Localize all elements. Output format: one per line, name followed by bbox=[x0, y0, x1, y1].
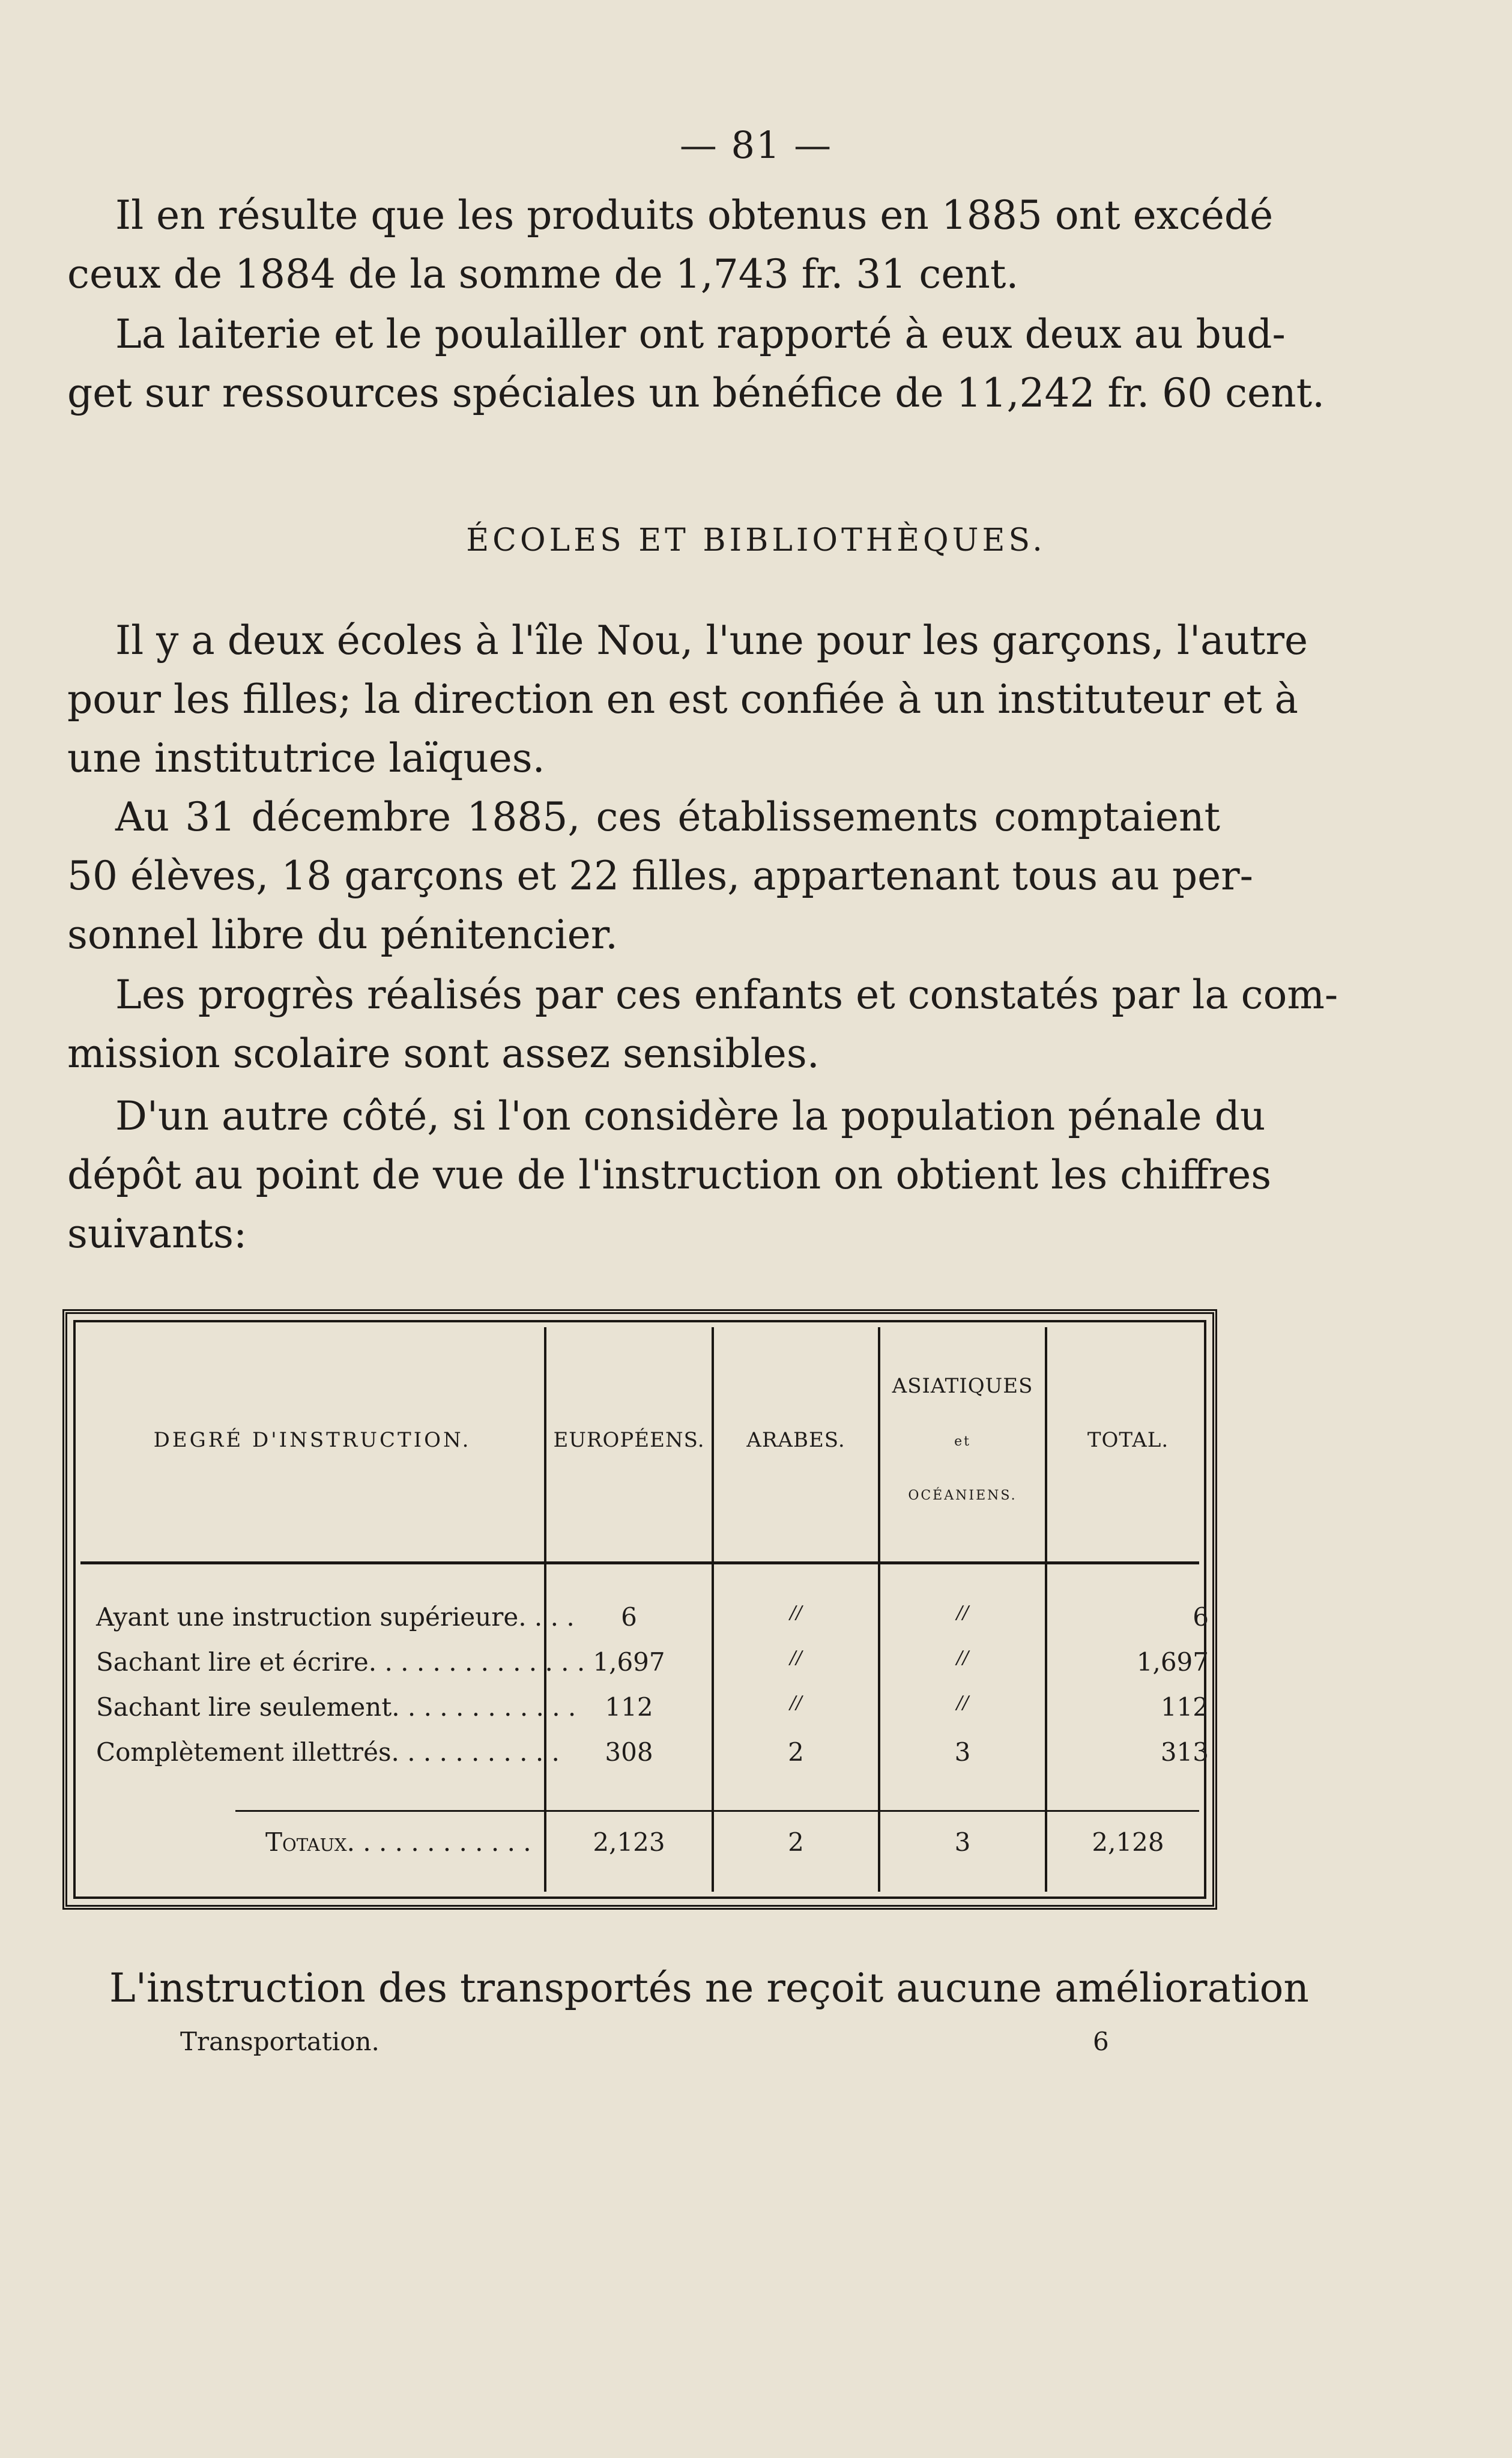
paragraph-produits bbox=[67, 186, 1274, 304]
text-line: ceux de 1884 de la somme de 1,743 fr. 31 cent. bbox=[67, 251, 1019, 297]
header-oceaniens: OCÉANIENS. bbox=[908, 1488, 1017, 1503]
text-line: Il en résulte que les produits obtenus en 1885 ont excédé bbox=[115, 192, 1274, 238]
text-line: 50 élèves, 18 garçons et 22 filles, appartenant tous au per- bbox=[67, 853, 1253, 899]
totals-arabes: 2 bbox=[788, 1827, 804, 1857]
totals-total: 2,128 bbox=[1092, 1827, 1164, 1857]
text-line: Au 31 décembre 1885, ces établissements comptaient bbox=[115, 794, 1220, 840]
header-total: TOTAL. bbox=[1087, 1428, 1169, 1452]
row-label: Complètement illettrés. . . . . . . . . . . bbox=[96, 1737, 560, 1767]
header-divider bbox=[80, 1561, 1199, 1564]
footer-signature: Transportation. bbox=[180, 2027, 380, 2056]
text-line: dépôt au point de vue de l'instruction on obtient les chiffres bbox=[67, 1152, 1272, 1198]
cell-arabes: 2 bbox=[788, 1737, 804, 1767]
header-europeens: EUROPÉENS. bbox=[553, 1428, 705, 1452]
cell-asiatiques: 3 bbox=[954, 1737, 971, 1767]
row-label: Sachant lire seulement. . . . . . . . . . . . bbox=[96, 1692, 576, 1722]
cell-asiatiques: // bbox=[956, 1602, 969, 1623]
paragraph-ecoles bbox=[67, 611, 1308, 788]
text-line: mission scolaire sont assez sensibles. bbox=[67, 1031, 820, 1077]
paragraph-eleves bbox=[67, 788, 1253, 964]
header-asiatiques: ASIATIQUES bbox=[892, 1374, 1033, 1398]
totals-europeens: 2,123 bbox=[593, 1827, 665, 1857]
text-line: Il y a deux écoles à l'île Nou, l'une pour les garçons, l'autre bbox=[115, 617, 1308, 664]
cell-asiatiques: // bbox=[956, 1692, 969, 1713]
cell-total: 313 bbox=[1160, 1737, 1209, 1767]
cell-europeens: 308 bbox=[605, 1737, 653, 1767]
cell-arabes: // bbox=[790, 1602, 802, 1623]
header-arabes: ARABES. bbox=[746, 1428, 845, 1452]
header-degree: DEGRÉ D'INSTRUCTION. bbox=[153, 1428, 471, 1452]
text-line: D'un autre côté, si l'on considère la population pénale du bbox=[115, 1093, 1266, 1139]
cell-total: 6 bbox=[1193, 1602, 1209, 1632]
cell-total: 1,697 bbox=[1136, 1647, 1209, 1677]
text-line: L'instruction des transportés ne reçoit aucune amélioration bbox=[109, 1965, 1309, 2011]
text-line: pour les filles; la direction en est confiée à un instituteur et à bbox=[67, 676, 1298, 722]
totals-asiatiques: 3 bbox=[954, 1827, 971, 1857]
text-line: suivants: bbox=[67, 1211, 247, 1257]
text-line: La laiterie et le poulailler ont rapporté à eux deux au bud- bbox=[115, 311, 1286, 357]
row-label: Ayant une instruction supérieure. . . . bbox=[96, 1602, 575, 1632]
cell-asiatiques: // bbox=[956, 1647, 969, 1668]
footer-sheet-number: 6 bbox=[1093, 2027, 1109, 2056]
text-line: get sur ressources spéciales un bénéfice de 11,242 fr. 60 cent. bbox=[67, 370, 1325, 416]
paragraph-progres bbox=[67, 966, 1338, 1083]
cell-europeens: 112 bbox=[605, 1692, 653, 1722]
paragraph-laiterie bbox=[67, 305, 1325, 423]
cell-arabes: // bbox=[790, 1647, 802, 1668]
totals-label: Totaux. . . . . . . . . . . . bbox=[265, 1827, 531, 1857]
cell-total: 112 bbox=[1160, 1692, 1209, 1722]
cell-arabes: // bbox=[790, 1692, 802, 1713]
cell-europeens: 1,697 bbox=[593, 1647, 665, 1677]
row-label: Sachant lire et écrire. . . . . . . . . . . . . . bbox=[96, 1647, 585, 1677]
text-line: Les progrès réalisés par ces enfants et constatés par la com- bbox=[115, 972, 1338, 1018]
text-line: sonnel libre du pénitencier. bbox=[67, 912, 618, 958]
paragraph-population bbox=[67, 1087, 1272, 1264]
totals-divider bbox=[235, 1810, 1199, 1812]
page-number: — 81 — bbox=[679, 123, 833, 167]
cell-europeens: 6 bbox=[621, 1602, 637, 1632]
section-heading: ÉCOLES ET BIBLIOTHÈQUES. bbox=[466, 522, 1046, 558]
text-line: une institutrice laïques. bbox=[67, 735, 545, 781]
paragraph-last bbox=[67, 1959, 1309, 2018]
header-asiatiques-et: et bbox=[954, 1434, 971, 1449]
instruction-table bbox=[62, 1309, 1217, 1910]
